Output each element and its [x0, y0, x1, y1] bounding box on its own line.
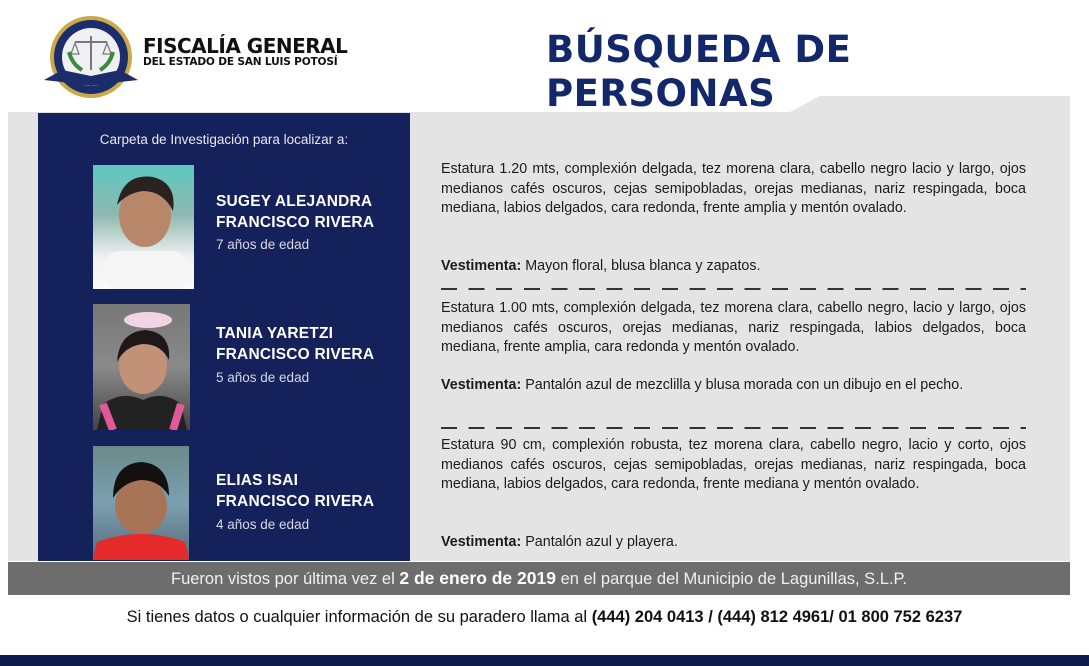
fiscalia-seal-logo [42, 14, 140, 100]
photo-sugey [93, 165, 194, 289]
name-line: FRANCISCO RIVERA [216, 346, 375, 363]
name-line: FRANCISCO RIVERA [216, 493, 375, 510]
contact-phones: (444) 204 0413 / (444) 812 4961/ 01 800 752 6237 [591, 608, 963, 626]
person-clothing [441, 257, 1026, 277]
person-clothing [441, 376, 1026, 396]
contact-info [0, 608, 1089, 627]
person-description: Estatura 1.20 mts, complexión delgada, tez morena clara, cabello negro lacio y largo, ojos medianos cafés oscuros, cejas semipobladas, orejas medianas, nariz respingada, boca mediana, labios delgados, cara redonda, frente amplia y mentón ovalado. [441, 161, 1026, 216]
name-line: ELIAS ISAI [216, 472, 299, 489]
clothing-text: Pantalón azul de mezclilla y blusa morada con un dibujo en el pecho. [525, 377, 964, 393]
dashed-divider [441, 288, 1026, 290]
last-seen-location: en el parque del Municipio de Lagunillas, S.L.P. [560, 570, 907, 588]
last-seen-banner [8, 562, 1070, 595]
person-name [216, 191, 374, 233]
person-description: Estatura 90 cm, complexión robusta, tez morena clara, cabello negro, lacio y corto, ojos medianos cafés oscuros, cejas semipobladas, orejas medianas, nariz respingada, boca mediana, labios delgados, cara redonda, frente mediana y mentón ovalado. [441, 437, 1026, 492]
last-seen-prefix: Fueron vistos por última vez el [170, 570, 395, 588]
page-title: BÚSQUEDA DE PERSONAS [546, 28, 852, 115]
person-name [216, 323, 374, 365]
clothing-label: Vestimenta: [441, 377, 522, 393]
clothing-label: Vestimenta: [441, 258, 522, 274]
footer-strip [0, 655, 1089, 666]
name-line: TANIA YARETZI [216, 325, 334, 342]
photo-tania [93, 304, 190, 430]
clothing-text: Pantalón azul y playera. [525, 534, 678, 550]
person-name [216, 470, 374, 512]
carpeta-label: Carpeta de Investigación para localizar a: [99, 132, 349, 147]
contact-prefix: Si tienes datos o cualquier información de su paradero llama al [126, 608, 588, 626]
name-line: SUGEY ALEJANDRA [216, 193, 373, 210]
dashed-divider [441, 427, 1026, 429]
org-subtitle: DEL ESTADO DE SAN LUIS POTOSÍ [143, 56, 338, 68]
person-age: 4 años de edad [216, 517, 310, 532]
last-seen-date: 2 de enero de 2019 [399, 568, 556, 588]
photo-elias [93, 446, 189, 560]
org-title: FISCALÍA GENERAL [143, 34, 348, 58]
clothing-label: Vestimenta: [441, 534, 522, 550]
person-age: 7 años de edad [216, 237, 310, 252]
clothing-text: Mayon floral, blusa blanca y zapatos. [525, 258, 761, 274]
person-clothing [441, 533, 1026, 553]
person-description: Estatura 1.00 mts, complexión delgada, tez morena clara, cabello negro, lacio y largo, ojos medianos cafés oscuros, orejas medianas, nariz respingada, labios delgados, boca mediana, frente amplia, cara redonda y mentón ovalado. [441, 300, 1026, 355]
person-age: 5 años de edad [216, 370, 310, 385]
name-line: FRANCISCO RIVERA [216, 214, 375, 231]
